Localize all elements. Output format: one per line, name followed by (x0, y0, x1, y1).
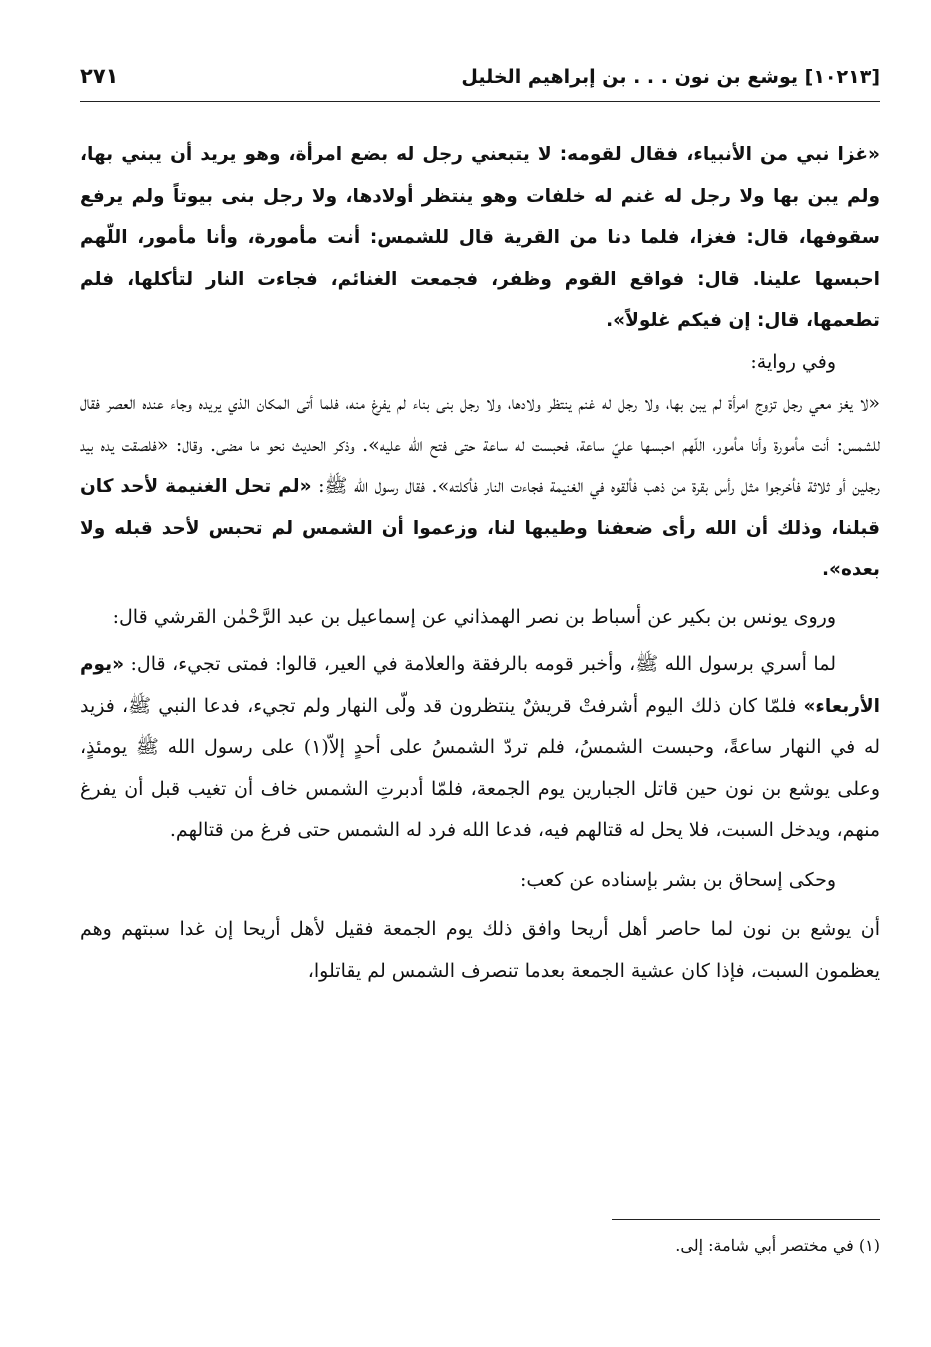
page-header (80, 64, 880, 98)
paragraph-jericho: أن يوشع بن نون لما حاصر أهل أريحا وافق ذلك يوم الجمعة فقيل لأهل أريحا إن غدا سبتهم وهم يعظمون السبت، فإذا كان عشية الجمعة بعدما تنصرف الشمس لم يقاتلوا، (80, 918, 880, 982)
paragraph-isnad-ishaq: وحكى إسحاق بن بشر بإسناده عن كعب: (520, 868, 836, 891)
paragraph-isnad-yunus: وروى يونس بن بكير عن أسباط بن نصر الهمذاني عن إسماعيل بن عبد الرَّحْمٰن القرشي قال: (112, 605, 836, 628)
footnote-divider (612, 1219, 880, 1220)
paragraph-isra-story (80, 644, 880, 852)
footnote: (١) في مختصر أبي شامة: إلى. (675, 1236, 880, 1255)
isra-story-part-1: لما أسري برسول الله ﷺ، وأخبر قومه بالرفقة والعلامة في العير، قالوا: فمتى تجيء، قال: (124, 653, 836, 675)
paragraph-gap (80, 901, 880, 909)
header-divider (80, 101, 880, 102)
main-text (80, 134, 880, 992)
isra-story-part-2: فلمّا كان ذلك اليوم أشرفتْ قريشٌ ينتظرون قد ولّى النهار ولم تجيء، فدعا النبي ﷺ، فزيد له في النهار ساعةً، وحبست الشمسُ، فلم تردّ الشمسُ على أحدٍ إلاّ(١) على رسول الله ﷺ يومئذٍ، وعلى يوشع بن نون حين قاتل الجبارين يوم الجمعة، فلمّا أدبرتِ الشمس خاف أن تغيب قبل أن يفرغ منهم، ويدخل السبت، فلا يحل له قتالهم فيه، فدعا الله فرد له الشمس حتى فرغ من قتالهم. (80, 694, 880, 841)
paragraph-hadith-2 (80, 383, 880, 591)
paragraph-hadith-1: «غزا نبي من الأنبياء، فقال لقومه: لا يتبعني رجل له بضع امرأة، وهو يريد أن يبني بها، ولم يبن بها ولا رجل له غنم له خلفات وهو ينتظر أولادها، ولا رجل بنى بيوتاً ولم يرفع سقوفها، قال: فغزا، فلما دنا من القرية قال للشمس: أنت مأمورة، وأنا مأمور، اللّهم احبسها علينا. قال: فواقع القوم وظفر، فجمعت الغنائم، فجاءت النار لتأكلها، فلم تطعمها، قال: إن فيكم غلولاً». (80, 144, 880, 331)
hadith-2-narration: «لا يغز معي رجل تزوج امرأة لم يبن بها، ولا رجل له غنم ينتظر ولادها، ولا رجل بنى بناء لم يفرغ منه، فلما أتى المكان الذي يريده وجاء عنده العصر فقال للشمس: أنت مأمورة وأنا مأمور، اللّهم احبسها عليّ ساعة، فحبست له ساعة حتى فتح الله عليه». وذكر الحديث نحو ما مضى. وقال: «فلصقت يده بيد رجلين أو ثلاثة فأخرجوا مثل رأس بقرة من ذهب فألقوه في الغنيمة فجاءت النار فأكلته». فقال رسول الله ﷺ: (80, 392, 880, 497)
page-number: ٢٧١ (80, 64, 119, 88)
paragraph-riwaya-intro: وفي رواية: (750, 350, 836, 373)
running-title: [١٠٢١٣] يوشع بن نون . . . بن إبراهيم الخليل (461, 66, 880, 88)
isra-story-quote: «يوم الأربعاء» (80, 654, 880, 717)
hadith-2-prophetic-quote: «لم تحل الغنيمة لأحد كان قبلنا، وذلك أن الله رأى ضعفنا وطيبها لنا، وزعموا أن الشمس لم تحبس لأحد قبله ولا بعده». (80, 476, 880, 580)
paragraph-gap (80, 852, 880, 860)
